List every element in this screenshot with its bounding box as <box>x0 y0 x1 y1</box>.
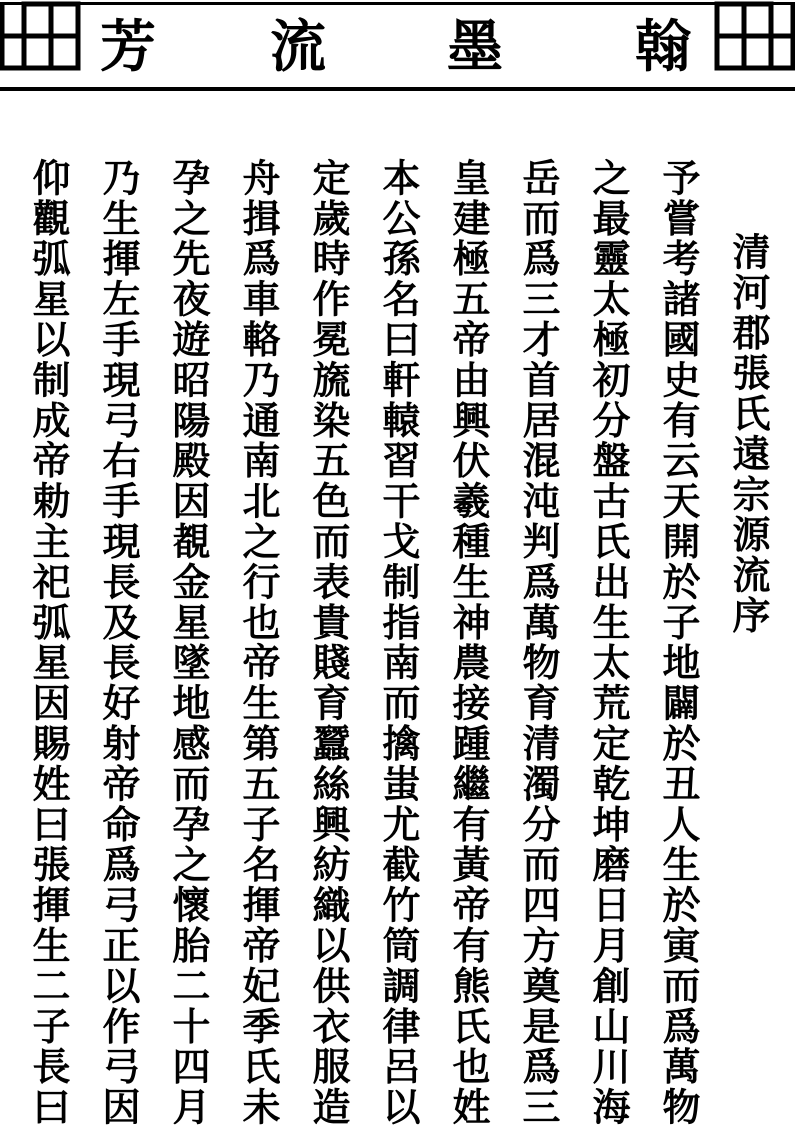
text-column-9: 乃生揮左手現弓右手現長及長好射帝命爲弓正以作弓因 <box>96 158 141 1128</box>
text-column-8: 孕之先夜遊昭陽殿因覩金星墜地感而孕之懷胎二十四月 <box>166 158 211 1128</box>
right-fret-ornament <box>717 4 795 68</box>
title-char-4: 芳 <box>100 14 156 80</box>
text-column-4: 皇建極五帝由興伏羲種生神農接踵繼有黃帝有熊氏也姓 <box>446 158 491 1128</box>
title-banner <box>0 0 795 94</box>
text-column-2: 之最靈太極初分盤古氏出生太荒定乾坤磨日月創山川海 <box>586 158 631 1128</box>
text-column-7: 舟揖爲車輅乃通南北之行也帝生第五子名揮帝妃季氏未 <box>236 158 281 1128</box>
title-char-2: 墨 <box>447 14 503 80</box>
title-char-3: 流 <box>270 14 326 80</box>
text-column-5: 本公孫名曰軒轅習干戈制指南而擒蚩尤截竹筒調律呂以 <box>376 158 421 1128</box>
text-column-3: 岳而爲三才首居混沌判爲萬物育清濁分而四方奠是爲三 <box>516 158 561 1128</box>
text-column-10: 仰觀弧星以制成帝勅主祀弧星因賜姓曰張揮生二子長曰 <box>26 158 71 1128</box>
text-column-6: 定歲時作冕旒染五色而表貴賤育蠶絲興紡織以供衣服造 <box>306 158 351 1128</box>
text-column-1: 予嘗考諸國史有云天開於子地闢於丑人生於寅而爲萬物 <box>656 158 701 1128</box>
left-fret-ornament <box>0 4 78 68</box>
title-char-1: 翰 <box>635 14 691 80</box>
text-column-heading: 清河郡張氏遠宗源流序 <box>726 232 771 636</box>
